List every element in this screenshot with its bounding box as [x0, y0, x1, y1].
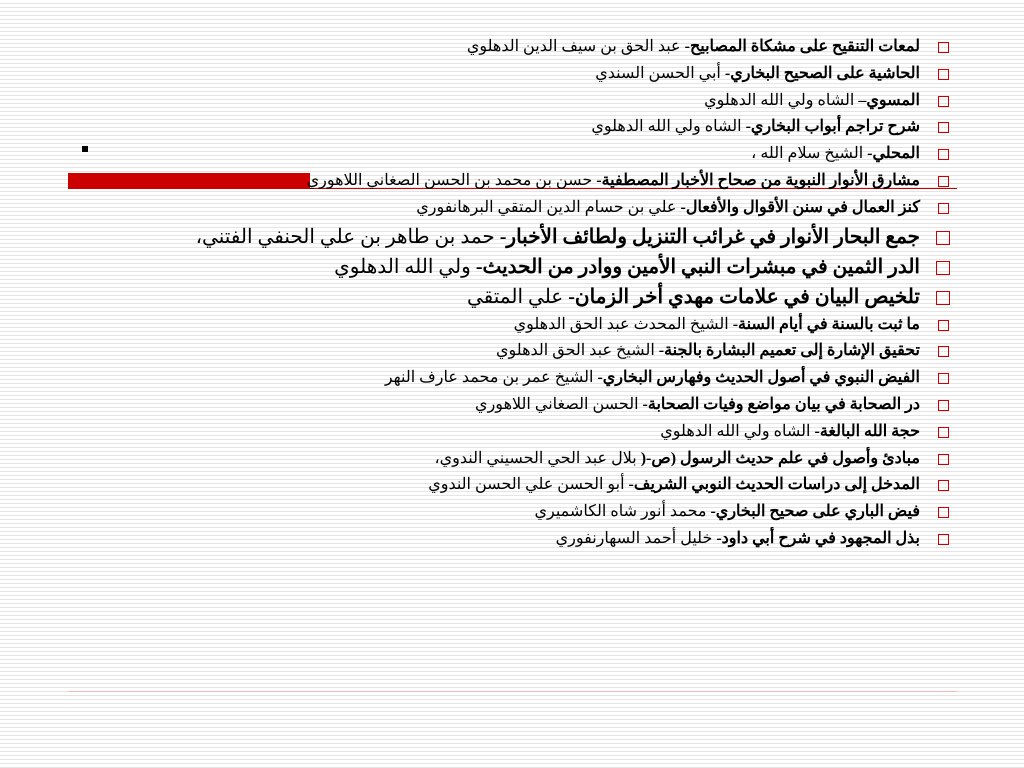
list-item — [120, 368, 958, 388]
book-author: الشيخ سلام الله ، — [751, 145, 868, 163]
square-bullet-icon — [938, 96, 949, 107]
book-title: ما ثبت بالسنة في أيام السنة- — [732, 315, 920, 333]
book-author: ولي الله الدهلوي — [334, 255, 476, 278]
square-bullet-icon — [938, 69, 949, 80]
list-item — [120, 422, 958, 442]
book-title: در الصحابة في بيان مواضع وفيات الصحابة- — [642, 395, 920, 413]
square-bullet-icon — [938, 203, 949, 214]
book-title: الدر الثمين في مبشرات النبي الأمين ووادر من الحديث- — [475, 255, 920, 278]
list-item — [120, 225, 958, 250]
list-item — [120, 341, 958, 361]
square-bullet-icon — [938, 122, 949, 133]
list-item-text — [514, 316, 920, 333]
list-item — [120, 144, 958, 164]
list-item-text — [496, 342, 920, 359]
list-item — [120, 395, 958, 415]
square-bullet-icon — [936, 231, 950, 245]
square-bullet-icon — [938, 534, 949, 545]
square-bullet-icon — [938, 373, 949, 384]
list-item-text — [704, 92, 920, 109]
book-author: حمد بن طاهر بن علي الحنفي الفتني، — [195, 225, 500, 248]
book-author: الشيخ المحدث عبد الحق الدهلوي — [513, 315, 733, 333]
book-author: الشاه ولي الله الدهلوي — [704, 91, 859, 109]
book-author: علي بن حسام الدين المتقي البرهانفوري — [416, 198, 681, 216]
list-item — [120, 117, 958, 137]
book-title: بذل المجهود في شرح أبي داود- — [716, 529, 920, 547]
book-list — [120, 37, 958, 556]
list-item-text — [556, 530, 920, 547]
square-bullet-icon — [938, 507, 949, 518]
book-author: الشاه ولي الله الدهلوي — [660, 422, 815, 440]
square-bullet-icon — [936, 291, 950, 305]
square-bullet-icon — [938, 454, 949, 465]
book-author: بلال عبد الحي الحسيني الندوي، — [434, 449, 641, 467]
square-bullet-icon — [938, 427, 949, 438]
list-item-text — [467, 38, 920, 55]
book-author: علي المتقي — [466, 285, 569, 308]
square-bullet-icon — [938, 149, 949, 160]
decorative-bullet-dot — [82, 146, 88, 152]
book-title: المسوي– — [858, 91, 920, 109]
book-author: الشيخ عبد الحق الدهلوي — [496, 342, 659, 360]
square-bullet-icon — [936, 261, 950, 275]
list-item — [120, 198, 958, 218]
book-title: حجة الله البالغة- — [814, 422, 920, 440]
book-title: جمع البحار الأنوار في غرائب التنزيل ولطائف الأخبار- — [499, 225, 920, 248]
square-bullet-icon — [938, 400, 949, 411]
book-title: فيض الباري على صحيح البخاري- — [710, 503, 920, 521]
book-author: الحسن الصغاني اللاهوري — [475, 395, 643, 413]
book-title: الحاشية على الصحيح البخاري- — [724, 64, 920, 82]
list-item-text — [475, 396, 920, 413]
list-item-text — [428, 476, 920, 493]
list-item — [120, 91, 958, 111]
list-item-text — [385, 369, 920, 386]
book-author: حسن بن محمد بن الحسن الصغاني اللاهوري — [306, 171, 597, 189]
list-item — [120, 529, 958, 549]
list-item-text — [196, 226, 920, 248]
square-bullet-icon — [938, 480, 949, 491]
square-bullet-icon — [938, 176, 949, 187]
list-item — [120, 502, 958, 522]
book-title: الفيض النبوي في أصول الحديث وفهارس البخاري- — [597, 369, 920, 387]
list-item — [120, 315, 958, 335]
footer-divider-line — [68, 691, 957, 692]
book-author: عبد الحق بن سيف الدين الدهلوي — [466, 38, 685, 55]
list-item-text — [416, 199, 920, 216]
list-item — [120, 255, 958, 280]
list-item-text — [307, 172, 920, 189]
book-title: تلخيص البيان في علامات مهدي أخر الزمان- — [568, 285, 920, 308]
list-item — [120, 64, 958, 84]
book-author: محمد أنور شاه الكاشميري — [534, 503, 711, 521]
list-item-text — [595, 65, 920, 82]
book-author: أبو الحسن علي الحسن الندوي — [428, 476, 629, 494]
list-item-text — [467, 286, 920, 308]
book-author: خليل أحمد السهارنفوري — [555, 529, 717, 547]
list-item — [120, 475, 958, 495]
book-title: المدخل إلى دراسات الحديث النوبي الشريف- — [628, 476, 920, 494]
book-title: مبادئ وأصول في علم حديث الرسول (ص-( — [640, 449, 920, 467]
book-author: الشيخ عمر بن محمد عارف النهر — [384, 369, 598, 387]
book-title: شرح تراجم أبواب البخاري- — [745, 118, 920, 136]
book-title: تحقيق الإشارة إلى تعميم البشارة بالجنة- — [658, 342, 920, 360]
list-item — [120, 285, 958, 310]
list-item-text — [660, 423, 920, 440]
list-item-text — [751, 145, 920, 162]
square-bullet-icon — [938, 320, 949, 331]
book-author: أبي الحسن السندي — [595, 64, 725, 82]
book-title: كنز العمال في سنن الأقوال والأفعال- — [680, 198, 920, 216]
book-title: مشارق الأنوار النبوية من صحاح الأخبار المصطفية- — [596, 171, 920, 189]
list-item-text — [535, 503, 921, 520]
list-item-text — [591, 118, 920, 135]
list-item-text — [434, 450, 920, 467]
square-bullet-icon — [938, 346, 949, 357]
book-title: المحلي- — [867, 145, 920, 163]
list-item — [120, 449, 958, 469]
list-item-text — [334, 256, 920, 278]
list-item — [120, 37, 958, 57]
list-item — [120, 171, 958, 191]
book-author: الشاه ولي الله الدهلوي — [591, 118, 746, 136]
book-title: لمعات التنقيح على مشكاة المصابيح- — [684, 38, 920, 55]
square-bullet-icon — [938, 42, 949, 53]
